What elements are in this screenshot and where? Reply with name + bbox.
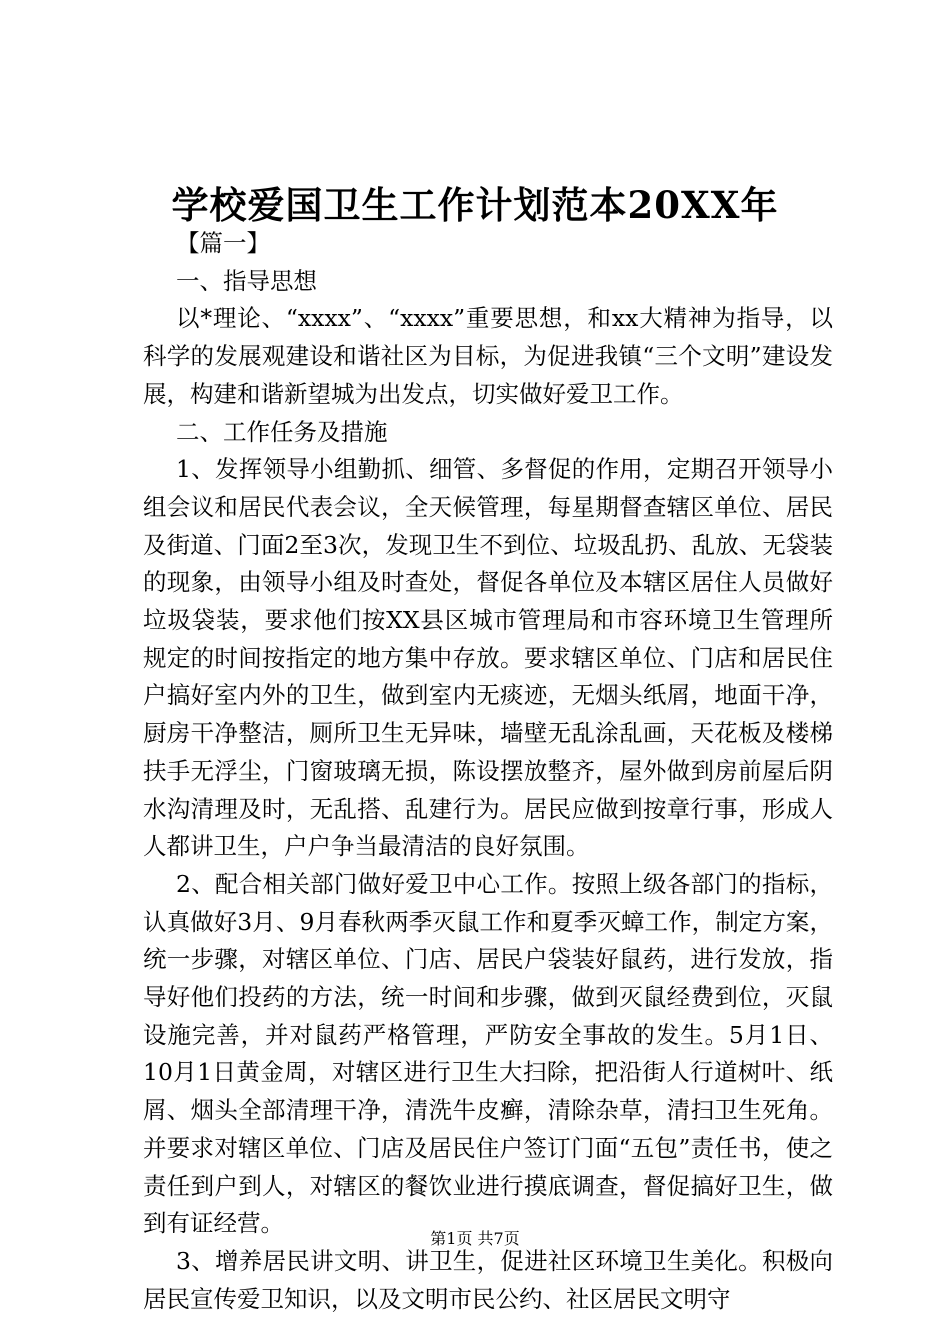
page-footer: 第1页 共7页 [430, 1229, 520, 1248]
section-label: 【篇一】 [176, 229, 270, 257]
paragraph-1: 以*理论、“xxxx”、“xxxx”重要思想，和xx大精神为指导，以科学的发展观建设和谐社区为目标，为促进我镇“三个文明”建设发展，构建和谐新望城为出发点，切实做好爱卫工作。 [143, 304, 833, 408]
document-title: 学校爱国卫生工作计划范本20XX年 [171, 183, 779, 227]
heading-guiding-thought: 一、指导思想 [176, 266, 317, 295]
paragraph-2: 1、发挥领导小组勤抓、细管、多督促的作用，定期召开领导小组会议和居民代表会议，全天候管理，每星期督查辖区单位、居民及街道、门面2至3次，发现卫生不到位、垃圾乱扔、乱放、无袋装的现象，由领导小组及时查处，督促各单位及本辖区居住人员做好垃圾袋装，要求他们按XX县区城市管理局和市容环境卫生管理所规定的时间按指定的地方集中存放。要求辖区单位、门店和居民住户搞好室内外的卫生，做到室内无痰迹，无烟头纸屑，地面干净，厨房干净整洁，厕所卫生无异味，墙壁无乱涂乱画，天花板及楼梯扶手无浮尘，门窗玻璃无损，陈设摆放整齐，屋外做到房前屋后阴水沟清理及时，无乱搭、乱建行为。居民应做到按章行事，形成人人都讲卫生，户户争当最清洁的良好氛围。 [143, 455, 833, 861]
paragraph-4: 3、增养居民讲文明、讲卫生，促进社区环境卫生美化。积极向居民宣传爱卫知识，以及文明市民公约、社区居民文明守 [143, 1246, 833, 1313]
document-body [143, 225, 833, 1318]
paragraph-3: 2、配合相关部门做好爱卫中心工作。按照上级各部门的指标，认真做好3月、9月春秋两季灭鼠工作和夏季灭蟑工作，制定方案，统一步骤，对辖区单位、门店、居民户袋装好鼠药，进行发放，指导好他们投药的方法，统一时间和步骤，做到灭鼠经费到位，灭鼠设施完善，并对鼠药严格管理，严防安全事故的发生。5月1日、10月1日黄金周，对辖区进行卫生大扫除，把沿街人行道树叶、纸屑、烟头全部清理干净，清洗牛皮癣，清除杂草，清扫卫生死角。并要求对辖区单位、门店及居民住户签订门面“五包”责任书，使之责任到户到人，对辖区的餐饮业进行摸底调查，督促搞好卫生，做到有证经营。 [143, 869, 833, 1238]
heading-tasks-measures: 二、工作任务及措施 [176, 417, 388, 446]
